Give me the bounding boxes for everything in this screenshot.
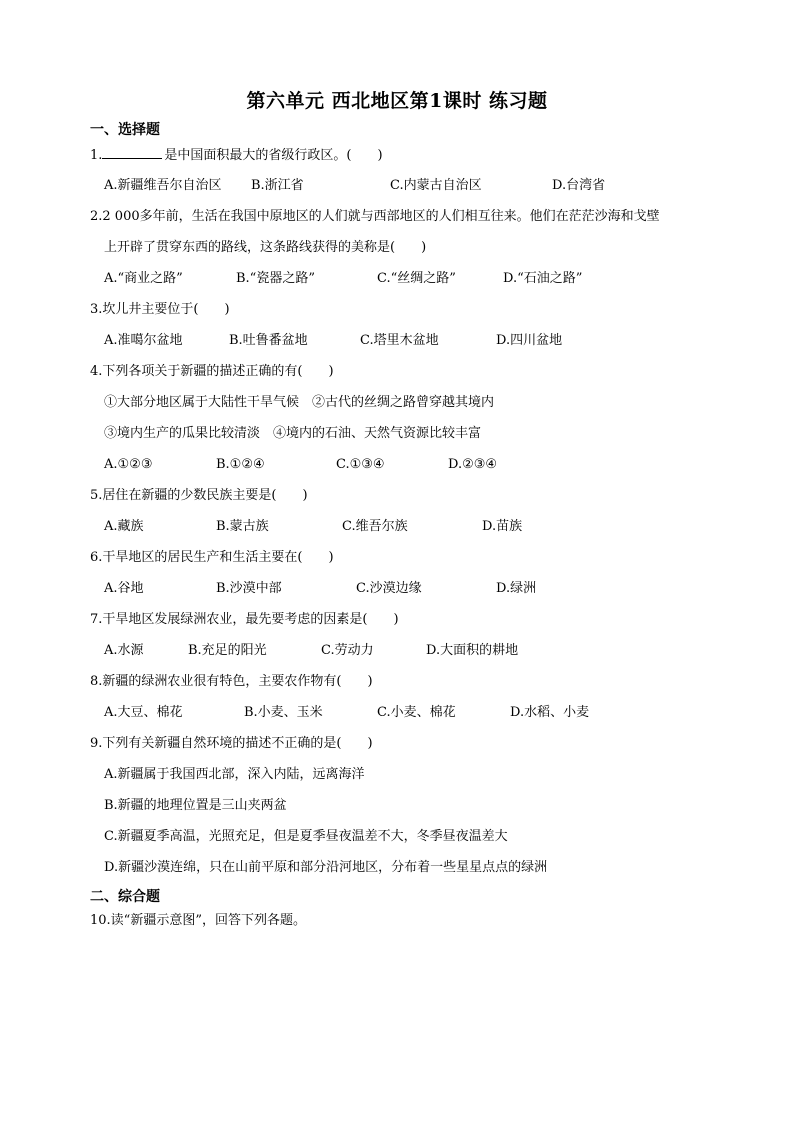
question-6-option-b[interactable]: B.沙漠中部 — [216, 581, 282, 596]
question-4-option-d[interactable]: D.②③④ — [448, 457, 498, 472]
section-heading-choice: 一、选择题 — [90, 122, 160, 138]
question-2-option-d[interactable]: D.“石油之路” — [503, 271, 583, 286]
question-4-statements-1: ①大部分地区属于大陆性干旱气候 ②古代的丝绸之路曾穿越其境内 — [104, 395, 495, 410]
question-3-option-b[interactable]: B.吐鲁番盆地 — [229, 333, 308, 348]
question-9-option-d[interactable]: D.新疆沙漠连绵，只在山前平原和部分沿河地区，分布着一些星星点点的绿洲 — [104, 860, 548, 875]
question-6-option-d[interactable]: D.绿洲 — [496, 581, 537, 596]
question-9-option-c[interactable]: C.新疆夏季高温，光照充足，但是夏季昼夜温差不大，冬季昼夜温差大 — [104, 829, 508, 844]
question-2-stem-line1: 2.2 000多年前，生活在我国中原地区的人们就与西部地区的人们相互往来。他们在茫茫沙海和戈壁 — [90, 209, 660, 224]
question-6-option-c[interactable]: C.沙漠边缘 — [356, 581, 422, 596]
question-7-option-a[interactable]: A.水源 — [104, 643, 144, 658]
question-8-option-d[interactable]: D.水稻、小麦 — [510, 705, 590, 720]
question-1-number: 1. — [90, 148, 103, 163]
question-5-option-c[interactable]: C.维吾尔族 — [342, 519, 408, 534]
section-heading-comprehensive: 二、综合题 — [90, 889, 160, 905]
question-1-option-d[interactable]: D.台湾省 — [552, 178, 606, 193]
question-9-stem: 9.下列有关新疆自然环境的描述不正确的是( ) — [90, 736, 373, 751]
question-1-option-a[interactable]: A.新疆维吾尔自治区 — [104, 178, 222, 193]
question-2-option-b[interactable]: B.“瓷器之路” — [236, 271, 315, 286]
question-1-option-c[interactable]: C.内蒙古自治区 — [390, 178, 482, 193]
question-8-option-b[interactable]: B.小麦、玉米 — [244, 705, 323, 720]
question-2-option-c[interactable]: C.“丝绸之路” — [377, 271, 456, 286]
question-4-statements-2: ③境内生产的瓜果比较清淡 ④境内的石油、天然气资源比较丰富 — [104, 426, 482, 441]
question-5-stem: 5.居住在新疆的少数民族主要是( ) — [90, 488, 308, 503]
question-8-stem: 8.新疆的绿洲农业很有特色，主要农作物有( ) — [90, 674, 373, 689]
question-5-option-b[interactable]: B.蒙古族 — [216, 519, 269, 534]
question-8-option-c[interactable]: C.小麦、棉花 — [377, 705, 456, 720]
question-5-option-d[interactable]: D.苗族 — [482, 519, 523, 534]
question-7-stem: 7.干旱地区发展绿洲农业，最先要考虑的因素是( ) — [90, 612, 399, 627]
question-3-option-a[interactable]: A.准噶尔盆地 — [104, 333, 183, 348]
question-4-stem: 4.下列各项关于新疆的描述正确的有( ) — [90, 364, 334, 379]
question-7-option-c[interactable]: C.劳动力 — [321, 643, 374, 658]
question-6-option-a[interactable]: A.谷地 — [104, 581, 144, 596]
question-1-option-b[interactable]: B.浙江省 — [251, 178, 304, 193]
question-9-option-a[interactable]: A.新疆属于我国西北部，深入内陆，远离海洋 — [104, 767, 365, 782]
question-4-option-a[interactable]: A.①②③ — [104, 457, 153, 472]
question-2-option-a[interactable]: A.“商业之路” — [104, 271, 183, 286]
question-1-text: 是中国面积最大的省级行政区。( ) — [164, 148, 383, 163]
question-5-option-a[interactable]: A.藏族 — [104, 519, 144, 534]
question-4-option-c[interactable]: C.①③④ — [336, 457, 385, 472]
question-3-option-c[interactable]: C.塔里木盆地 — [360, 333, 439, 348]
question-7-option-b[interactable]: B.充足的阳光 — [188, 643, 267, 658]
question-6-stem: 6.干旱地区的居民生产和生活主要在( ) — [90, 550, 334, 565]
question-4-option-b[interactable]: B.①②④ — [216, 457, 265, 472]
question-3-option-d[interactable]: D.四川盆地 — [496, 333, 563, 348]
question-7-option-d[interactable]: D.大面积的耕地 — [426, 643, 519, 658]
answer-blank[interactable] — [102, 146, 162, 159]
question-2-stem-line2: 上开辟了贯穿东西的路线，这条路线获得的美称是( ) — [104, 240, 427, 255]
question-9-option-b[interactable]: B.新疆的地理位置是三山夹两盆 — [104, 798, 287, 813]
question-8-option-a[interactable]: A.大豆、棉花 — [104, 705, 183, 720]
question-3-stem: 3.坎儿井主要位于( ) — [90, 302, 230, 317]
question-1-stem — [90, 146, 383, 165]
question-10-stem: 10.读“新疆示意图”，回答下列各题。 — [90, 913, 306, 928]
page-title: 第六单元 西北地区第1课时 练习题 — [246, 90, 548, 112]
